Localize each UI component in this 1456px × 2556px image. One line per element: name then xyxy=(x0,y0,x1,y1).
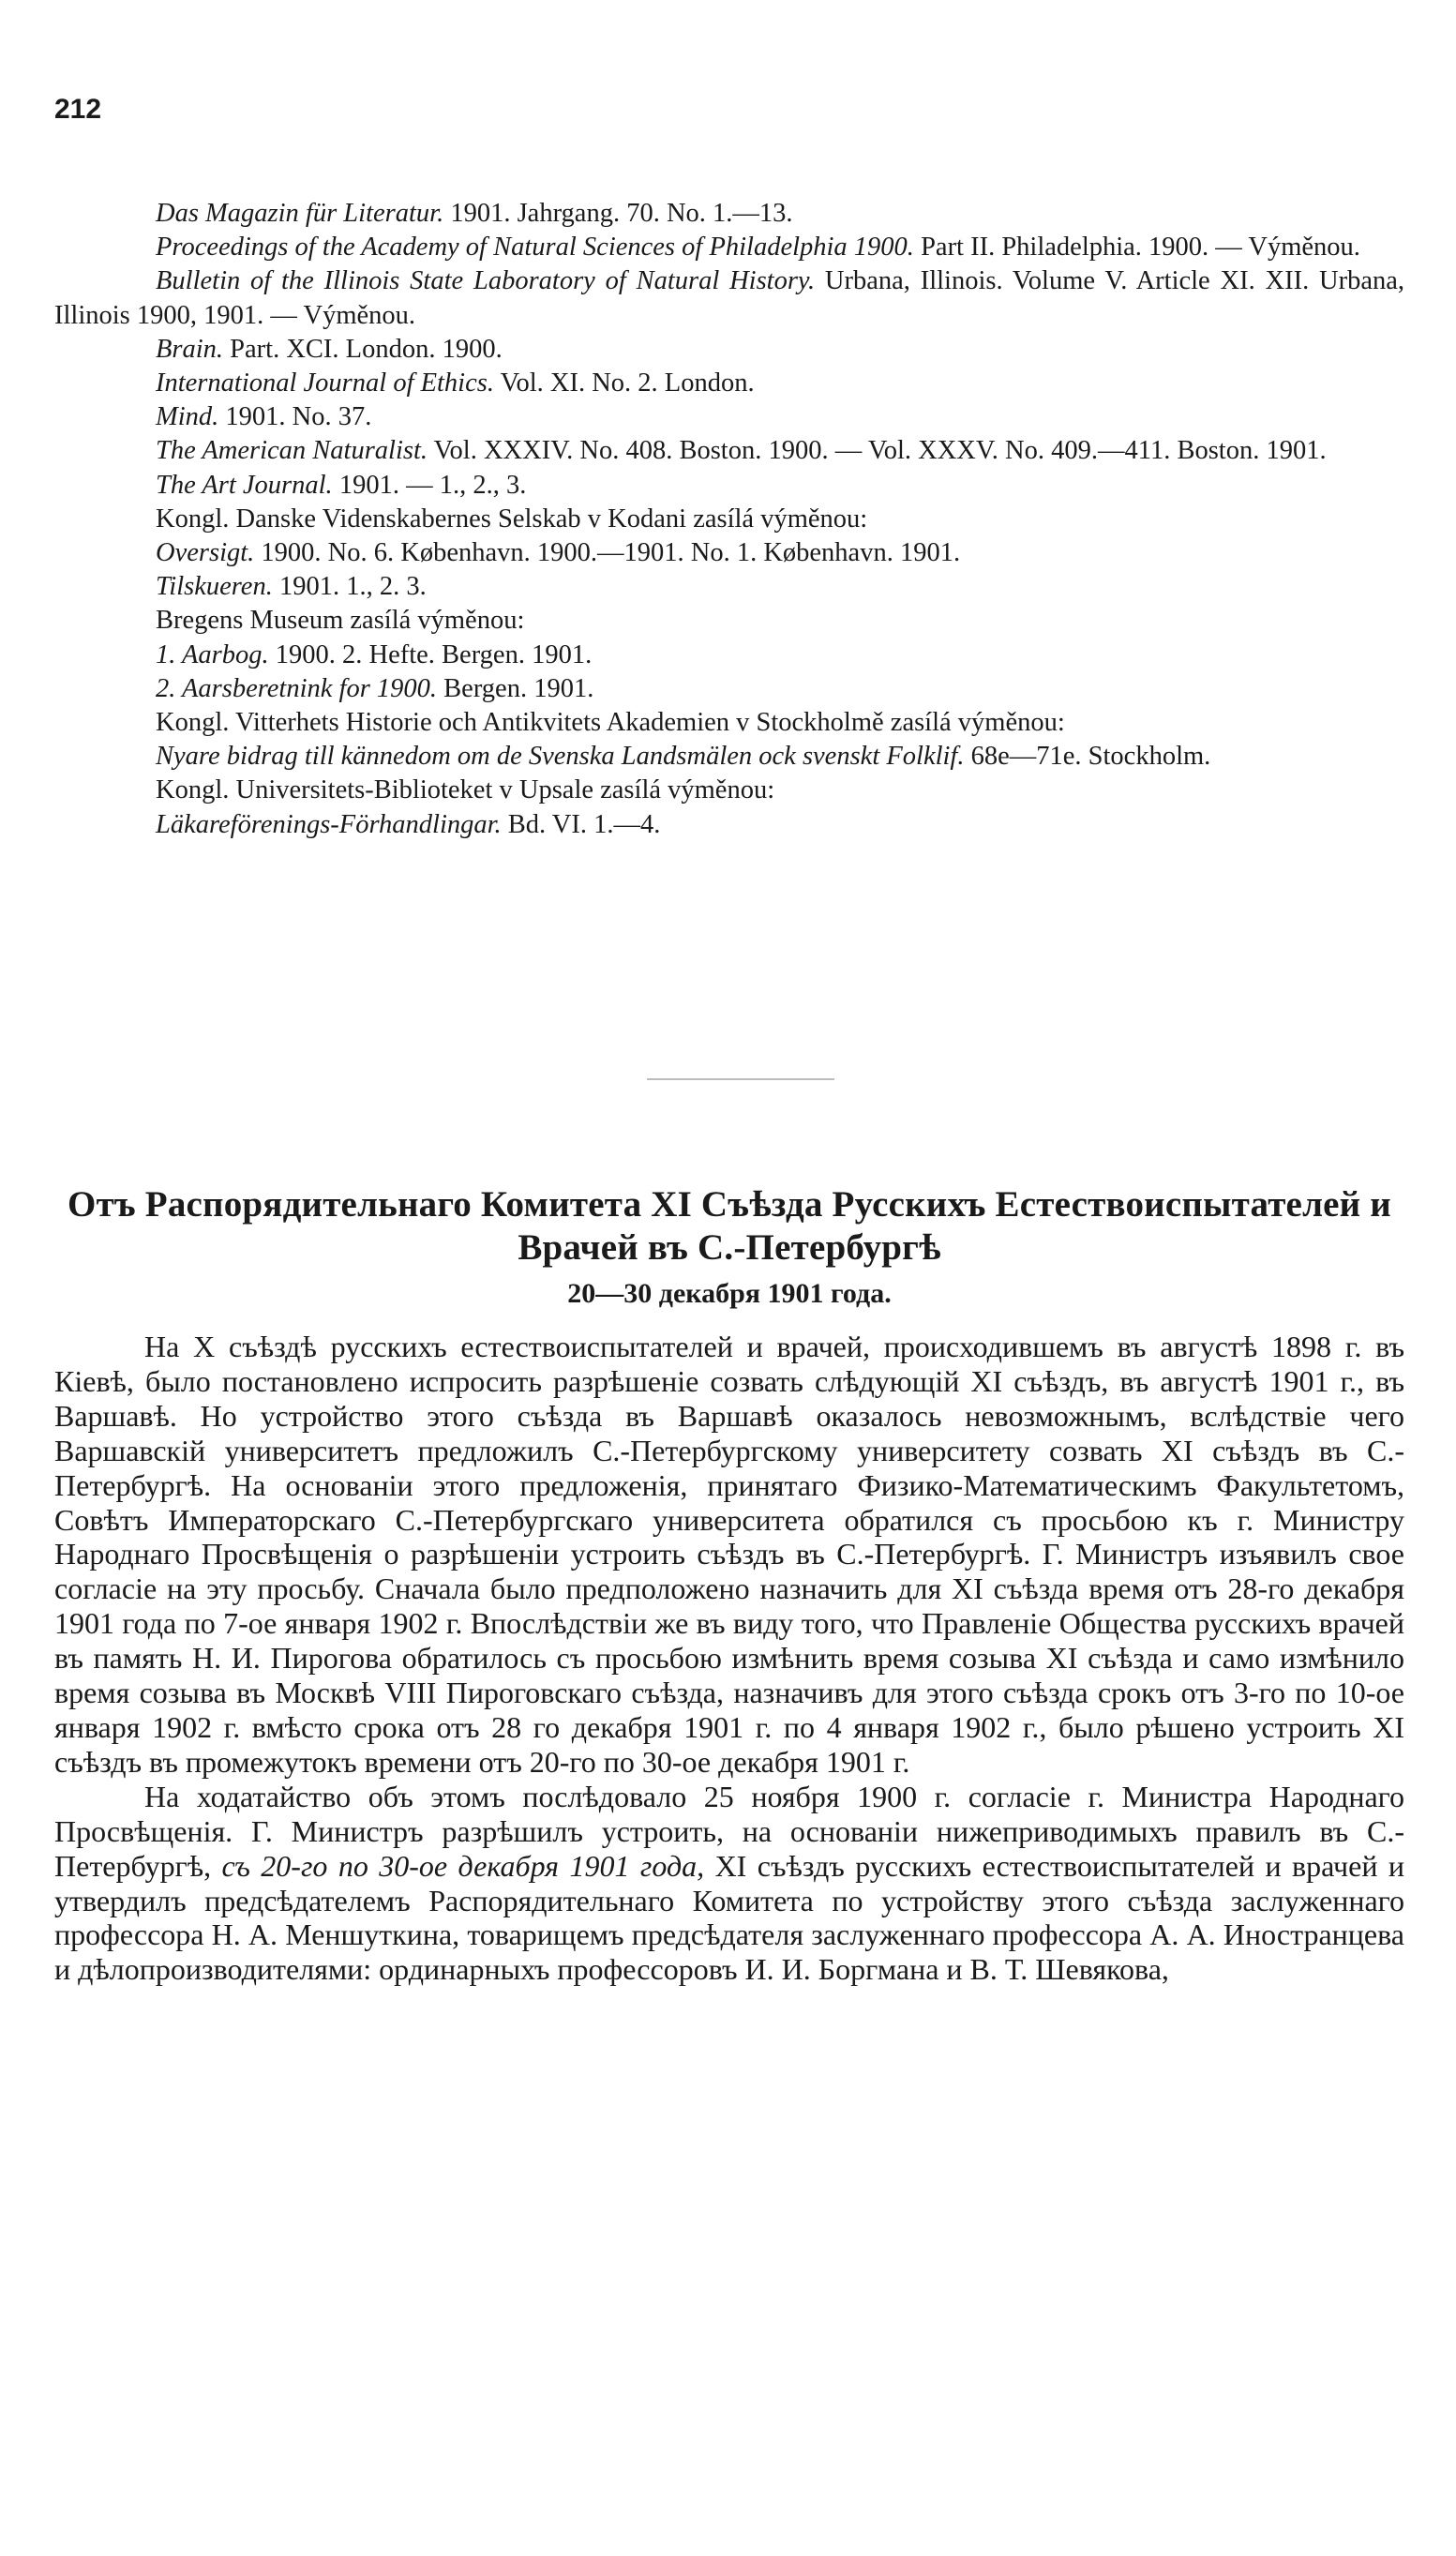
paragraph: На X съѣздѣ русскихъ естествоиспытателей и врачей, происходившемъ въ августѣ 1898 г. въ Кіевѣ, было постановлено испросить разрѣшеніе созвать слѣдующій XI съѣздъ, въ августѣ 1901 г., въ Варшавѣ. Но устройство этого съѣзда въ Варшавѣ оказалось невозможнымъ, вслѣдствіе чего Варшавскій университетъ предложилъ С.-Петербургскому университету созвать XI съѣздъ въ С.-Петербургѣ. На основаніи этого предложенія, принятаго Физико-Математическимъ Факультетомъ, Совѣтъ Императорскаго С.-Петербургскаго университета обратился съ просьбою къ г. Министру Народнаго Просвѣщенія о разрѣшеніи устроить съѣздъ въ С.-Петербургѣ. Г. Министръ изъявилъ свое согласіе на эту просьбу. Сначала было предположено назначить для XI съѣзда время отъ 28-го декабря 1901 года по 7-ое января 1902 г. Впослѣдствіи же въ виду того, что Правленіе Общества русскихъ врачей въ память Н. И. Пирогова обратилось съ просьбою измѣнить время созыва XI съѣзда и само измѣнило время созыва въ Москвѣ VIII Пироговскаго съѣзда, назначивъ для этого съѣзда срокъ отъ 3-го по 10-ое января 1902 г. вмѣсто срока отъ 28 го декабря 1901 г. по 4 января 1902 г., было рѣшено устроить XI съѣздъ въ промежутокъ времени отъ 20-го по 30-ое декабря 1901 г. xyxy=(54,1330,1404,1779)
list-item: Das Magazin für Literatur. 1901. Jahrgang. 70. No. 1.—13. xyxy=(156,199,793,228)
list-item: The Art Journal. 1901. — 1., 2., 3. xyxy=(156,470,527,500)
list-item: Kongl. Universitets-Biblioteket v Upsale zasílá výměnou: xyxy=(156,775,775,805)
list-item: Brain. Part. XCI. London. 1900. xyxy=(156,334,503,364)
list-item: Bregens Museum zasílá výměnou: xyxy=(156,606,525,636)
section-divider xyxy=(647,1078,834,1080)
article-title: Отъ Распорядительнаго Комитета XI Съѣзда Русскихъ Естествоиспытателей и Врачей въ С.-Петербургѣ xyxy=(68,1184,1391,1268)
list-item: Tilskueren. 1901. 1., 2. 3. xyxy=(156,572,427,602)
article-subtitle: 20—30 декабря 1901 года. xyxy=(567,1278,892,1309)
list-item: Nyare bidrag till kännedom om de Svenska Landsmälen ock svenskt Folklif. 68e—71e. Stockholm. xyxy=(156,742,1211,772)
paragraph: На ходатайство объ этомъ послѣдовало 25 ноября 1900 г. согласіе г. Министра Народнаго Просвѣщенія. Г. Министръ разрѣшилъ устроить, на основаніи нижеприводимыхъ правилъ въ С.-Петербургѣ, съ 20-го по 30-ое декабря 1901 года, XI съѣздъ русскихъ естествоиспытателей и врачей и утвердилъ предсѣдателемъ Распорядительнаго Комитета по устройству этого съѣзда заслуженнаго профессора Н. А. Меншуткина, товарищемъ предсѣдателя заслуженнаго профессора А. А. Иностранцева и дѣлопроизводителями: ординарныхъ профессоровъ И. И. Боргмана и В. Т. Шевякова, xyxy=(54,1779,1405,1987)
list-item: Kongl. Danske Videnskabernes Selskab v Kodani zasílá výměnou: xyxy=(156,504,868,534)
list-item: 2. Aarsberetnink for 1900. Bergen. 1901. xyxy=(156,673,594,703)
list-item: Proceedings of the Academy of Natural Sciences of Philadelphia 1900. Part II. Philadelphia. 1900. — Výměnou. xyxy=(156,233,1360,263)
list-item: Läkareförenings-Förhandlingar. Bd. VI. 1.—4. xyxy=(156,809,661,839)
list-item: Kongl. Vitterhets Historie och Antikvitets Akademien v Stockholmě zasílá výměnou: xyxy=(156,708,1065,738)
article-body xyxy=(54,1330,1404,1987)
list-item: 1. Aarbog. 1900. 2. Hefte. Bergen. 1901. xyxy=(156,639,593,669)
list-item: Mind. 1901. No. 37. xyxy=(156,402,372,432)
list-item: Oversigt. 1900. No. 6. København. 1900.—1901. No. 1. København. 1901. xyxy=(156,538,961,568)
list-item: International Journal of Ethics. Vol. XI. No. 2. London. xyxy=(156,368,755,398)
list-item: The American Naturalist. Vol. XXXIV. No. 408. Boston. 1900. — Vol. XXXV. No. 409.—411. Boston. 1901. xyxy=(156,436,1327,466)
page-number: 212 xyxy=(54,94,102,125)
exchange-list xyxy=(54,197,1404,842)
list-item: Bulletin of the Illinois State Laboratory of Natural History. Urbana, Illinois. Volume V. Article XI. XII. Urbana, Illinois 1900, 1901. — Výměnou. xyxy=(54,266,1404,330)
